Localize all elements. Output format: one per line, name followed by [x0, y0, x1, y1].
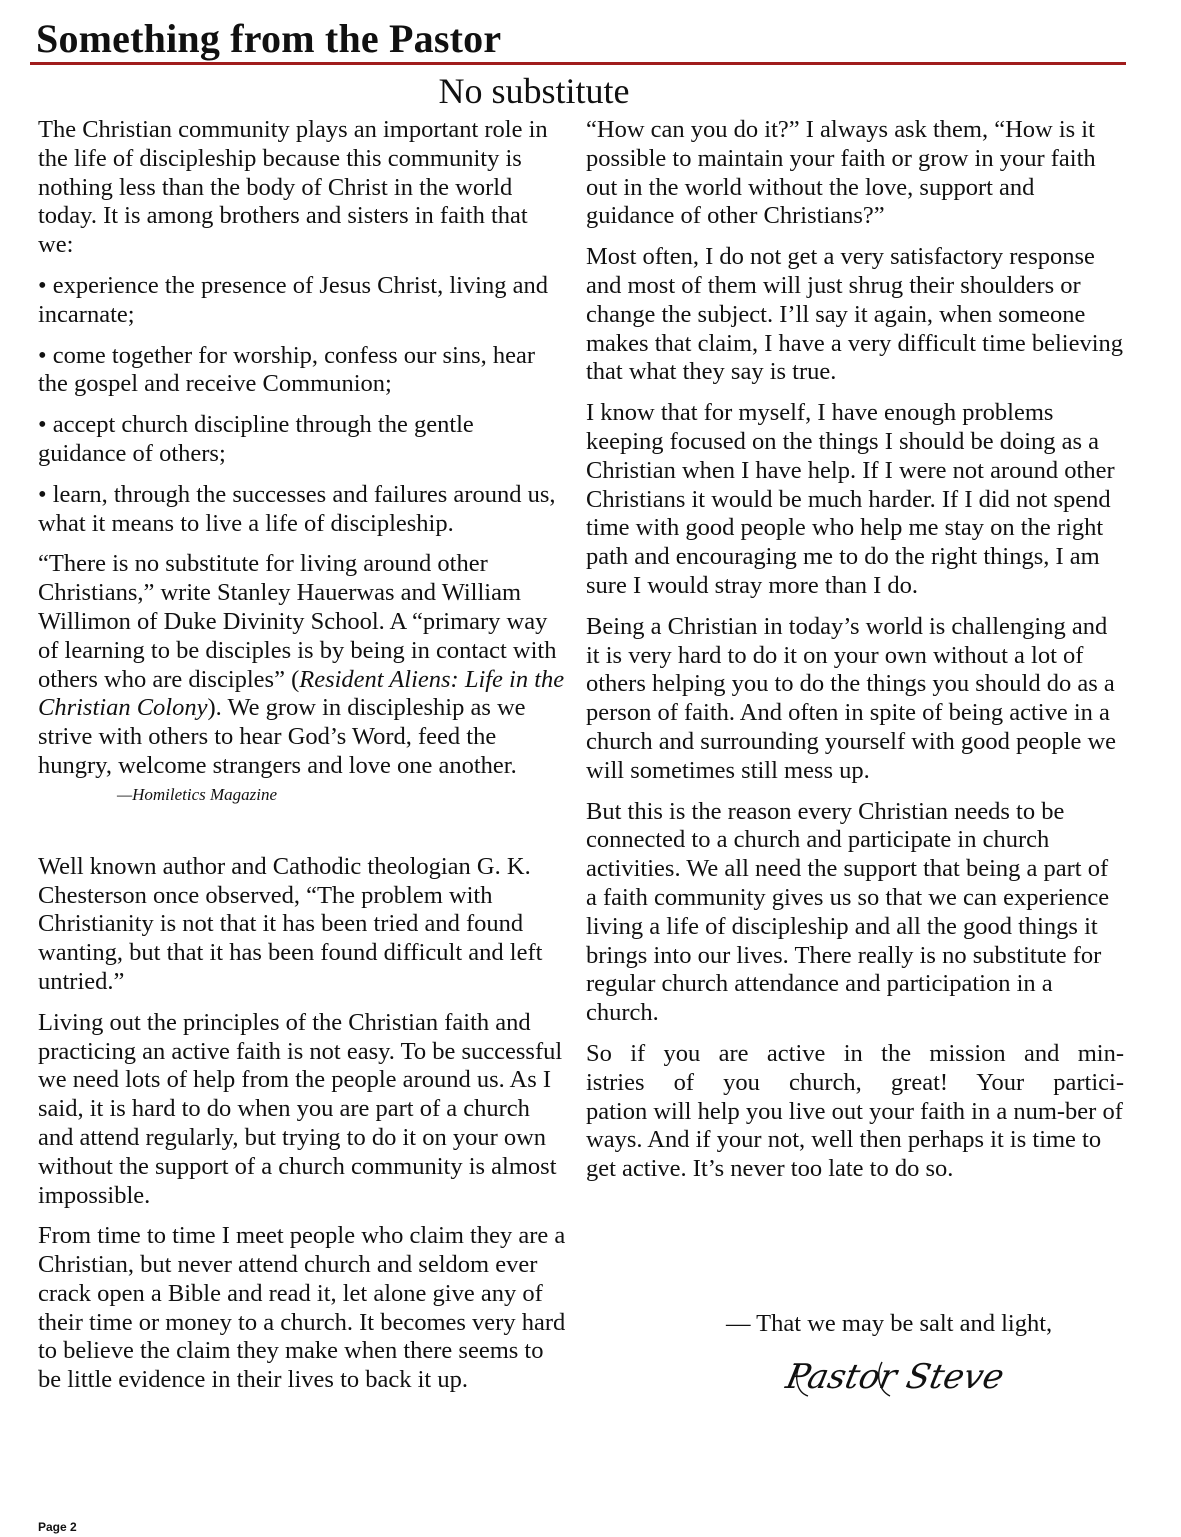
bullet-item: • accept church discipline through the gentle guidance of others;: [38, 411, 474, 467]
quote-attribution: —Homiletics Magazine: [117, 784, 278, 804]
section-title: Something from the Pastor: [36, 16, 502, 61]
intro-paragraph: The Christian community plays an important role in the life of discipleship because this community is nothing less than the body of Christ in the world today. It is among brothers and sisters in faith that we:: [38, 116, 548, 259]
header-divider: [30, 62, 1126, 65]
chesterton-paragraph: Well known author and Cathodic theologian G. K. Chesterson once observed, “The problem with Christianity is not that it has been tried and found wanting, but that it has been found difficult and left untried.”: [38, 852, 543, 995]
bullet-item: • experience the presence of Jesus Christ, living and incarnate;: [38, 271, 548, 328]
left-column: [38, 116, 566, 1407]
quote-text-start: “There is no substitute for living around other Christians,” write Stanley Hauerwas and William Willimon of Duke Divinity School. A “primary way of learning to be disciples is by being in contact with others who are disciples” (: [38, 550, 557, 693]
how-paragraph: “How can you do it?” I always ask them, “How is it possible to maintain your faith or grow in your faith out in the world without the love, support and guidance of other Christians?”: [586, 116, 1096, 230]
quote-text-end: ). We grow in discipleship as we strive with others to hear God’s Word, feed the hungry, welcome strangers and love one another.: [38, 694, 526, 779]
living-paragraph: Living out the principles of the Christian faith and practicing an active faith is not easy. To be successful we need lots of help from the people around us. As I said, it is hard to do when you are part of a church and attend regularly, but trying to do it on your own without the support of a church community is almost impossible.: [38, 1008, 563, 1209]
right-column: [586, 116, 1124, 1184]
closing-line: — That we may be salt and light,: [726, 1310, 1053, 1337]
pastor-signature: [782, 1352, 1008, 1408]
article-title: No substitute: [438, 71, 630, 111]
bullet-item: • learn, through the successes and failures around us, what it means to live a life of discipleship.: [38, 480, 556, 537]
active-paragraph-rest: pation will help you live out your faith in a num-ber of ways. And if your not, well then perhaps it is time to get active. It’s never too late to do so.: [586, 1097, 1123, 1183]
active-paragraph-line: istries of you church, great! Your partici-: [586, 1068, 1124, 1096]
reason-paragraph: But this is the reason every Christian needs to be connected to a church and participate in church activities. We all need the support that being a part of a faith community gives us so that we can experience living a life of discipleship and all the good things it brings into our lives. There really is no substitute for regular church attendance and participation in a church.: [586, 797, 1110, 1027]
myself-paragraph: I know that for myself, I have enough problems keeping focused on the things I should be doing as a Christian when I have help. If I were not around other Christians it would be much harder. If I did not spend time with good people who help me stay on the right path and encouraging me to do the right things, I am sure I would stray more than I do.: [586, 399, 1115, 599]
active-paragraph-line: So if you are active in the mission and min-: [586, 1039, 1124, 1067]
signature-text: Pastor Steve: [782, 1357, 1008, 1397]
page-number: Page 2: [38, 1520, 77, 1534]
meet-paragraph: From time to time I meet people who claim they are a Christian, but never attend church and seldom ever crack open a Bible and read it, let alone give any of their time or money to a church. It becomes very hard to believe the claim they make when there seems to be little evidence in their lives to back it up.: [38, 1222, 566, 1394]
bullet-item: • come together for worship, confess our sins, hear the gospel and receive Communion;: [38, 341, 536, 398]
book-title: Resident Aliens: Life in the Christian Colony: [38, 665, 565, 722]
challenge-paragraph: Being a Christian in today’s world is challenging and it is very hard to do it on your own without a lot of others helping you to do the things you should do as a person of faith. And often in spite of being active in a church and surrounding yourself with good people we will sometimes still mess up.: [586, 612, 1117, 784]
active-paragraph: [586, 1040, 1124, 1184]
quote-paragraph: [38, 550, 566, 780]
response-paragraph: Most often, I do not get a very satisfactory response and most of them will just shrug their shoulders or change the subject. I’ll say it again, when someone makes that claim, I have a very difficult time believing that what they say is true.: [586, 243, 1124, 386]
